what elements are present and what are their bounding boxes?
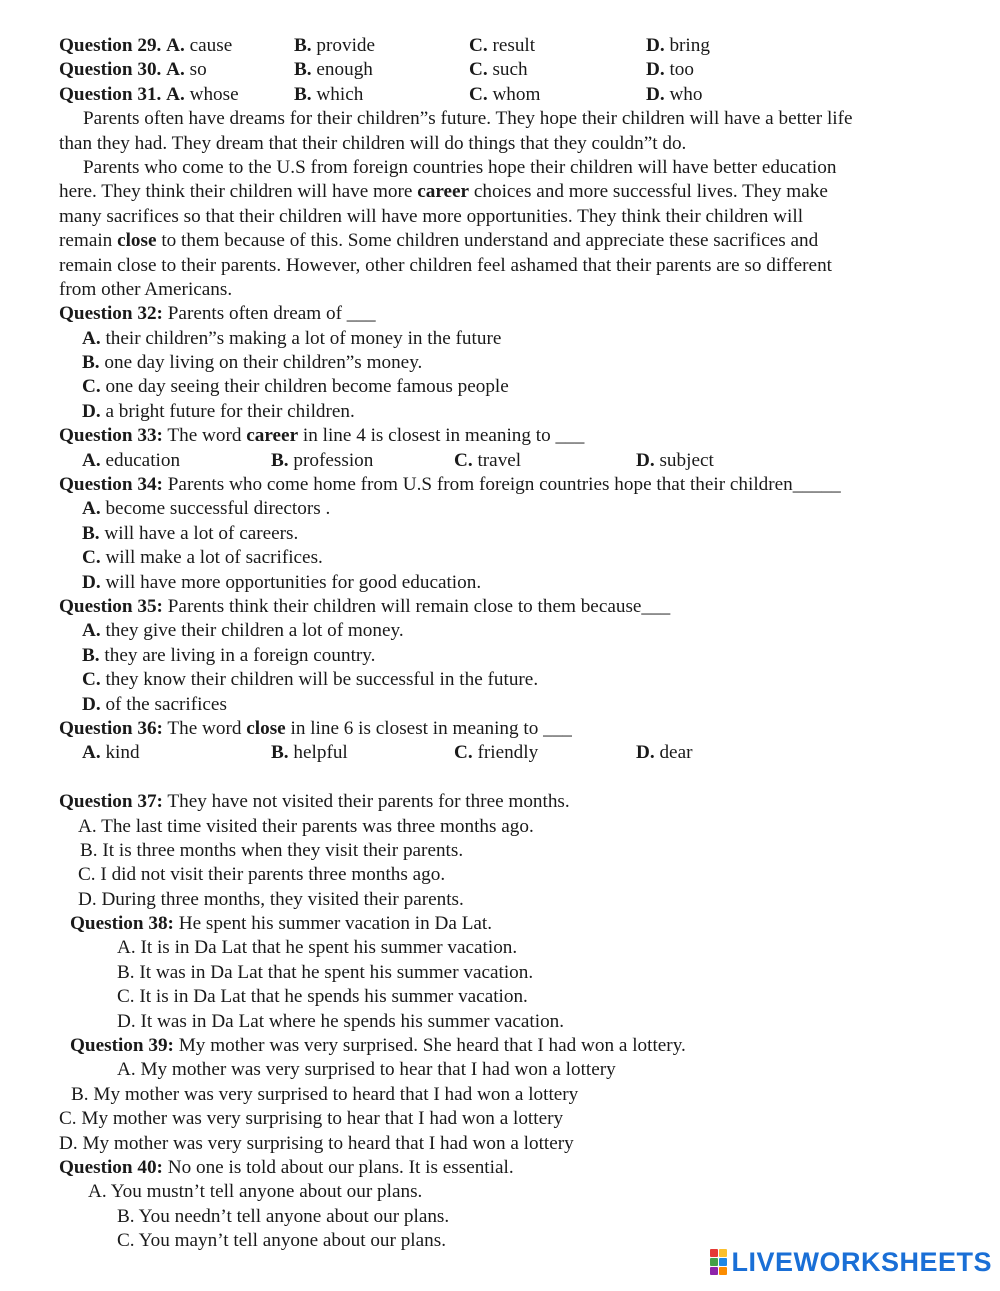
question-37-option-c[interactable]: C. I did not visit their parents three months ago. <box>78 864 446 886</box>
question-38: Question 38: He spent his summer vacation in Da Lat. <box>70 913 493 935</box>
question-39-option-b[interactable]: B. My mother was very surprised to heard that I had won a lottery <box>71 1083 579 1105</box>
question-40-option-a[interactable]: A. You mustn’t tell anyone about our plans. <box>88 1181 423 1203</box>
logo-text: LIVEWORKSHEETS <box>731 1246 992 1277</box>
spacer <box>59 766 939 790</box>
question-36-option-a[interactable]: A. kind <box>82 742 140 764</box>
question-33-option-a[interactable]: A. education <box>82 449 181 471</box>
question-36-option-b[interactable]: B. helpful <box>271 742 348 764</box>
question-35: Question 35: Parents think their children will remain close to them because___ <box>59 595 671 617</box>
question-39-option-d[interactable]: D. My mother was very surprising to heard that I had won a lottery <box>59 1132 574 1154</box>
question-32-option-a[interactable]: A. their children”s making a lot of money in the future <box>82 327 502 349</box>
question-32-option-d[interactable]: D. a bright future for their children. <box>82 400 355 422</box>
question-37-option-b[interactable]: B. It is three months when they visit their parents. <box>80 839 464 861</box>
question-40: Question 40: No one is told about our plans. It is essential. <box>59 1156 514 1178</box>
question-35-option-a[interactable]: A. they give their children a lot of money. <box>82 620 404 642</box>
question-37-option-a[interactable]: A. The last time visited their parents was three months ago. <box>78 815 534 837</box>
logo-blocks-icon <box>710 1249 727 1275</box>
liveworksheets-logo[interactable] <box>710 1247 992 1277</box>
worksheet-page <box>59 34 939 1254</box>
question-31-row: Question 31. A. whose B. which C. whom D. who <box>59 83 703 105</box>
question-36-option-d[interactable]: D. dear <box>636 742 693 764</box>
question-34: Question 34: Parents who come home from U.S from foreign countries hope that their children_____ <box>59 474 841 496</box>
question-40-option-c[interactable]: C. You mayn’t tell anyone about our plans. <box>117 1230 447 1252</box>
question-36-options <box>59 741 939 765</box>
keyword-career: career <box>417 181 470 203</box>
question-35-option-c[interactable]: C. they know their children will be successful in the future. <box>82 669 539 691</box>
question-36: Question 36: The word close in line 6 is closest in meaning to ___ <box>59 717 572 739</box>
question-30-label: Question 30. <box>59 59 162 81</box>
keyword-close: close <box>117 230 157 252</box>
passage-line: here. They think their children will have more career choices and more successful lives. They make <box>59 181 828 203</box>
question-38-option-a[interactable]: A. It is in Da Lat that he spent his summer vacation. <box>117 937 518 959</box>
passage-line: than they had. They dream that their children will do things that they couldn”t do. <box>59 132 687 154</box>
question-32-option-b[interactable]: B. one day living on their children”s money. <box>82 352 423 374</box>
question-29-label: Question 29. <box>59 35 162 56</box>
question-32-option-c[interactable]: C. one day seeing their children become famous people <box>82 376 509 398</box>
question-33-option-d[interactable]: D. subject <box>636 449 714 471</box>
question-31-label: Question 31. <box>59 83 162 105</box>
question-35-option-d[interactable]: D. of the sacrifices <box>82 693 227 715</box>
question-39: Question 39: My mother was very surprised. She heard that I had won a lottery. <box>70 1035 686 1057</box>
question-34-option-c[interactable]: C. will make a lot of sacrifices. <box>82 547 323 569</box>
question-39-option-c[interactable]: C. My mother was very surprising to hear that I had won a lottery <box>59 1108 564 1130</box>
question-32: Question 32: Parents often dream of ___ <box>59 303 376 325</box>
passage-line: remain close to their parents. However, other children feel ashamed that their parents are so different <box>59 254 832 276</box>
question-34-option-d[interactable]: D. will have more opportunities for good education. <box>82 571 482 593</box>
question-35-option-b[interactable]: B. they are living in a foreign country. <box>82 644 376 666</box>
question-36-option-c[interactable]: C. friendly <box>454 742 539 764</box>
question-33-option-b[interactable]: B. profession <box>271 449 374 471</box>
question-29-row: Question 29. A. cause B. provide C. result D. bring <box>59 35 710 56</box>
question-37: Question 37: They have not visited their parents for three months. <box>59 791 570 813</box>
passage-line: Parents often have dreams for their children”s future. They hope their children will have a better life <box>83 108 853 130</box>
passage-line: from other Americans. <box>59 278 233 300</box>
question-38-option-c[interactable]: C. It is in Da Lat that he spends his summer vacation. <box>117 986 528 1008</box>
question-30-row: Question 30. A. so B. enough C. such D. too <box>59 59 694 81</box>
question-38-option-b[interactable]: B. It was in Da Lat that he spent his summer vacation. <box>117 961 534 983</box>
question-38-option-d[interactable]: D. It was in Da Lat where he spends his summer vacation. <box>117 1010 565 1032</box>
question-33: Question 33: The word career in line 4 is closest in meaning to ___ <box>59 425 585 447</box>
question-37-option-d[interactable]: D. During three months, they visited their parents. <box>78 888 464 910</box>
question-33-option-c[interactable]: C. travel <box>454 449 522 471</box>
question-34-option-a[interactable]: A. become successful directors . <box>82 498 331 520</box>
passage-line: many sacrifices so that their children will have more opportunities. They think their children will <box>59 205 804 227</box>
passage-line: remain close to them because of this. Some children understand and appreciate these sacrifices and <box>59 230 819 252</box>
question-39-option-a[interactable]: A. My mother was very surprised to hear that I had won a lottery <box>117 1059 616 1081</box>
question-34-option-b[interactable]: B. will have a lot of careers. <box>82 522 299 544</box>
question-33-options <box>59 449 939 473</box>
passage-line: Parents who come to the U.S from foreign countries hope their children will have better education <box>83 156 837 178</box>
question-40-option-b[interactable]: B. You needn’t tell anyone about our plans. <box>117 1205 450 1227</box>
